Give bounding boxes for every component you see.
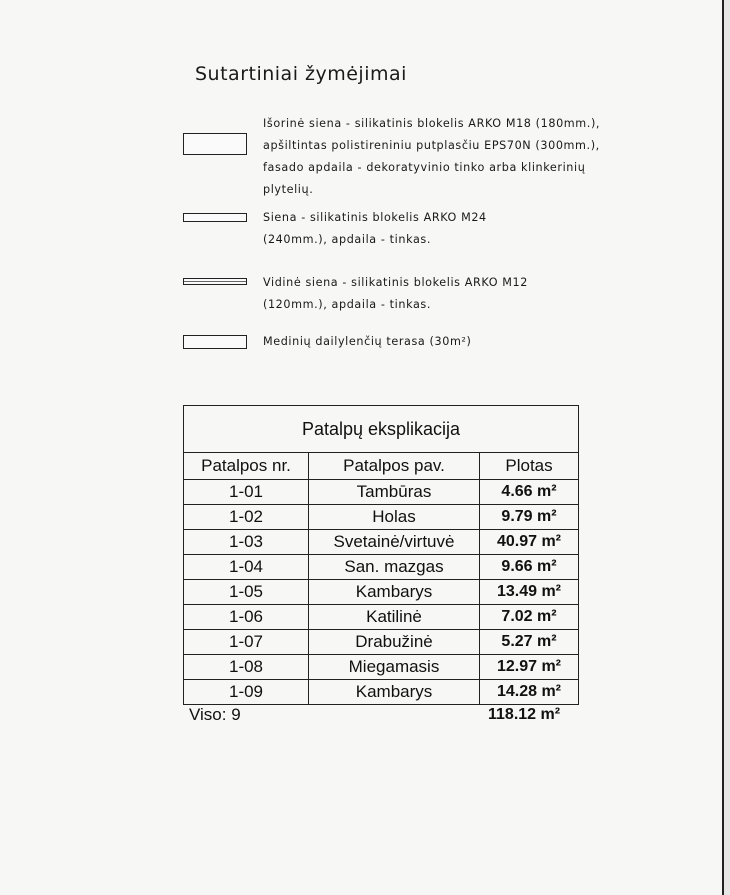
- terrace-swatch-icon: [183, 335, 247, 349]
- room-name: Svetainė/virtuvė: [309, 530, 480, 555]
- total-count: Viso: 9: [189, 705, 241, 724]
- table-title: Patalpų eksplikacija: [184, 406, 579, 453]
- table-row: [184, 655, 579, 680]
- legend-line: Vidinė siena - silikatinis blokelis ARKO M12: [263, 276, 528, 289]
- table-row: [184, 630, 579, 655]
- room-area: 14.28 m²: [480, 680, 579, 705]
- legend-line: (120mm.), apdaila - tinkas.: [263, 298, 431, 311]
- room-name: Tambūras: [309, 480, 480, 505]
- room-name: Miegamasis: [309, 655, 480, 680]
- room-name: Holas: [309, 505, 480, 530]
- room-area: 5.27 m²: [480, 630, 579, 655]
- room-name: Kambarys: [309, 680, 480, 705]
- legend-line: (240mm.), apdaila - tinkas.: [263, 233, 431, 246]
- total-area: 118.12 m²: [488, 706, 561, 723]
- legend-line: fasado apdaila - dekoratyvinio tinko arba klinkerinių: [263, 161, 586, 174]
- room-number: 1-04: [184, 555, 309, 580]
- room-area: 12.97 m²: [480, 655, 579, 680]
- room-area: 7.02 m²: [480, 605, 579, 630]
- inner-wall-swatch-icon: [183, 278, 247, 285]
- column-header-room-number: Patalpos nr.: [184, 453, 309, 480]
- legend-text: [263, 207, 623, 251]
- legend-text: [263, 272, 623, 316]
- column-header-room-name: Patalpos pav.: [309, 453, 480, 480]
- wall-swatch-icon: [183, 213, 247, 222]
- room-area: 40.97 m²: [480, 530, 579, 555]
- legend-line: Medinių dailylenčių terasa (30m²): [263, 335, 472, 348]
- legend-text: [263, 331, 623, 353]
- table-row: [184, 505, 579, 530]
- room-area: 4.66 m²: [480, 480, 579, 505]
- legend-line: Siena - silikatinis blokelis ARKO M24: [263, 211, 487, 224]
- room-name: Katilinė: [309, 605, 480, 630]
- room-number: 1-02: [184, 505, 309, 530]
- legend-line: Išorinė siena - silikatinis blokelis ARKO M18 (180mm.),: [263, 117, 601, 130]
- room-explication-table: [183, 405, 579, 705]
- legend-line: plytelių.: [263, 183, 314, 196]
- room-number: 1-03: [184, 530, 309, 555]
- room-area: 13.49 m²: [480, 580, 579, 605]
- legend-line: apšiltintas polistireniniu putplasčiu EPS70N (300mm.),: [263, 139, 600, 152]
- table-row: [184, 530, 579, 555]
- room-number: 1-06: [184, 605, 309, 630]
- room-number: 1-08: [184, 655, 309, 680]
- table-row: [184, 605, 579, 630]
- table-row: [184, 680, 579, 705]
- room-number: 1-01: [184, 480, 309, 505]
- legend-title: Sutartiniai žymėjimai: [195, 63, 407, 85]
- table-row: [184, 580, 579, 605]
- room-number: 1-05: [184, 580, 309, 605]
- room-name: Kambarys: [309, 580, 480, 605]
- room-name: Drabužinė: [309, 630, 480, 655]
- room-name: San. mazgas: [309, 555, 480, 580]
- table-row: [184, 480, 579, 505]
- outer-wall-swatch-icon: [183, 133, 247, 155]
- page-edge: [724, 0, 730, 895]
- room-number: 1-09: [184, 680, 309, 705]
- room-area: 9.79 m²: [480, 505, 579, 530]
- room-number: 1-07: [184, 630, 309, 655]
- table-row: [184, 555, 579, 580]
- column-header-area: Plotas: [480, 453, 579, 480]
- room-area: 9.66 m²: [480, 555, 579, 580]
- legend-text: [263, 113, 623, 201]
